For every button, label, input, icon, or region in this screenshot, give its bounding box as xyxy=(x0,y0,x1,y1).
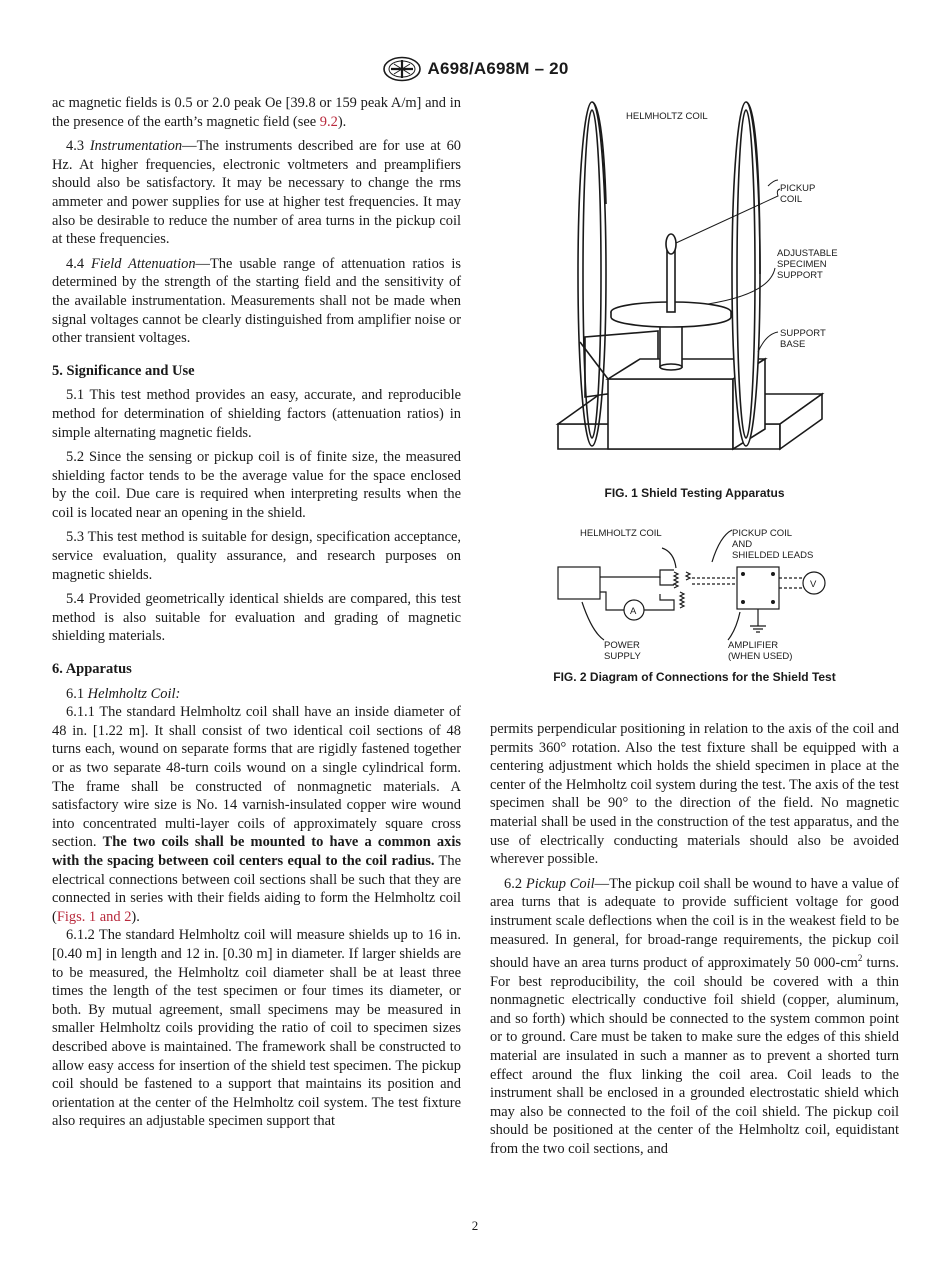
label-amplifier-line1: AMPLIFIER xyxy=(728,640,779,651)
section-9-2-link[interactable]: 9.2 xyxy=(319,113,338,130)
page-header xyxy=(0,56,950,82)
label-support-base-line2: BASE xyxy=(780,339,806,350)
label-adjustable-line3: SUPPORT xyxy=(777,270,823,281)
label-helmholtz-coil-fig2: HELMHOLTZ COIL xyxy=(580,528,662,539)
label-amplifier-line2: (WHEN USED) xyxy=(728,651,793,662)
section-5-1: 5.1 This test method provides an easy, accurate, and reproducible method for determination of shielding factors (attenuation ratios) in simple alternating magnetic fields. xyxy=(52,387,461,441)
right-column xyxy=(490,720,899,1164)
section-5-4: 5.4 Provided geometrically identical shields are compared, this test method is also suitable for evaluation and grading of magnetic shielding materials. xyxy=(52,591,461,645)
section-5-3: 5.3 This test method is suitable for design, specification acceptance, service evaluation, quality assurance, and research purposes on magnetic shields. xyxy=(52,529,461,583)
label-helmholtz-coil: HELMHOLTZ COIL xyxy=(626,111,708,122)
label-pickup-coil-line2: COIL xyxy=(780,194,803,205)
power-supply-box xyxy=(558,567,600,599)
label-adjustable-line2: SPECIMEN xyxy=(777,259,827,270)
section-4-4: 4.4 Field Attenuation—The usable range of attenuation ratios is determined by the strength of the starting field and the sensitivity of the available instrumentation. Measurements shall not be made when signal voltages cannot be clearly distinguished from amplifier noise or other transient voltages. xyxy=(52,255,461,347)
label-adjustable-line1: ADJUSTABLE xyxy=(777,248,838,259)
figure-2-caption: FIG. 2 Diagram of Connections for the Shield Test xyxy=(553,670,836,684)
label-power-supply-line2: SUPPLY xyxy=(604,651,641,662)
section-6-1-2: 6.1.2 The standard Helmholtz coil will measure shields up to 16 in. [0.40 m] in length and 12 in. [0.30 m] in diameter. If larger shields are to be measured, the Helmholtz coil diameter shall be at least three times the length of the test specimen or four times its diameter, or both. By mutual agreement, small specimens may be measured in smaller Helmholtz coils providing the ratio of coil to specimen sizes described above is maintained. The framework shall be constructed to allow easy access for insertion of the shield test specimen. The pickup coil should be fastened to a support that maintains its position and orientation at the center of the Helmholtz coil system. The test fixture also requires an adjustable specimen support that xyxy=(52,927,461,1130)
section-4-3: 4.3 Instrumentation—The instruments described are for use at 60 Hz. At higher frequencies, electronic voltmeters and preamplifiers should also be satisfactory. It may be necessary to change the rms ammeter and power supplies for use at higher test frequencies. It may also be desirable to reduce the number of area turns in the pickup coil at these frequencies. xyxy=(52,138,462,248)
heading-apparatus: 6. Apparatus xyxy=(52,661,132,678)
right-helmholtz-coil-drawing xyxy=(732,102,760,446)
intro-paragraph: ac magnetic fields is 0.5 or 2.0 peak Oe [39.8 or 159 peak A/m] and in the presence of the earth’s magnetic field (see 9.2). xyxy=(52,95,461,130)
label-power-supply-line1: POWER xyxy=(604,640,640,651)
figure-2-connection-diagram xyxy=(552,522,842,667)
label-voltmeter: V xyxy=(810,579,817,590)
label-support-base-line1: SUPPORT xyxy=(780,328,826,339)
heading-significance-and-use: 5. Significance and Use xyxy=(52,362,195,379)
section-6-1-1: 6.1.1 The standard Helmholtz coil shall have an inside diameter of 48 in. [1.22 m]. It shall consist of two identical coil sections of 48 turns each, wound on separate forms that are rigidly fastened together or as two separate 48-turn coils wound on a single cylindrical form. The frame shall be constructed of nonmagnetic materials. A satisfactory wire size is No. 14 varnish-insulated copper wire wound into concentrated multi-layer coils of approximately square cross section. The two coils shall be mounted to have a common axis with the spacing between coil centers equal to the coil radius. The electrical connections between coil sections shall be such that they are connected in series with their fields aiding to form the Helmholtz coil (Figs. 1 and 2). xyxy=(52,704,461,925)
page-number: 2 xyxy=(471,1218,479,1233)
apparatus-continued: permits perpendicular positioning in relation to the axis of the coil and permits 360° rotation. Also the test fixture shall be equipped with a centering adjustment which holds the shield specimen in place at the center of the Helmholtz coil system during the test. The axis of the test specimen shall be 90° to the direction of the field. No magnetic material shall be used in the construction of the test apparatus, and the use of electrically conducting materials should also be avoided wherever possible. xyxy=(490,721,899,868)
figure-1-shield-testing-apparatus xyxy=(540,94,860,484)
figs-1-and-2-link[interactable]: Figs. 1 and 2 xyxy=(56,908,132,925)
section-6-2: 6.2 Pickup Coil—The pickup coil shall be wound to have a value of area turns that is adequate to provide sufficient voltage for good instrument scale deflections when the coil is in the weakest field to be measured. In general, for broad-range requirements, the pickup coil should have an area turns product of approximately 50 $000-cm^2$ turns. For best reproducibility, the coil should be covered with a thin nonmagnetic electrically conductive foil shield (copper, aluminum, and so forth) which should be connected to the system common point or to ground. Care must be taken to make sure the edges of this shield material are insulated in such a manner as to prevent a shorted turn effect around the flux linking the coil area. Coil leads to the instrument shall be enclosed in a grounded electrostatic shield which may also be connected to the foil of the coil shield. The pickup coil should be positioned at the center of the Helmholtz coil, equidistant from the two coil sections, and xyxy=(490,875,899,1157)
figure-1-caption: FIG. 1 Shield Testing Apparatus xyxy=(604,486,785,500)
label-pickup-coil-line1: PICKUP xyxy=(780,183,816,194)
section-5-2: 5.2 Since the sensing or pickup coil is of finite size, the measured shielding factor tends to be the average value for the space enclosed by the coil. Due care is required when interpreting results when the coil is located near an opening in the shield. xyxy=(52,449,461,521)
document-designation: A698/A698M – 20 xyxy=(427,59,569,78)
label-ammeter: A xyxy=(630,606,637,617)
label-pickup-coil-fig2-line3: SHIELDED LEADS xyxy=(732,550,814,561)
label-pickup-coil-fig2-line1: PICKUP COIL xyxy=(732,528,793,539)
section-6-1: 6.1 Helmholtz Coil: xyxy=(66,685,181,702)
astm-logo-icon xyxy=(382,56,422,82)
left-column xyxy=(52,94,461,1137)
label-pickup-coil-fig2-line2: AND xyxy=(732,539,753,550)
